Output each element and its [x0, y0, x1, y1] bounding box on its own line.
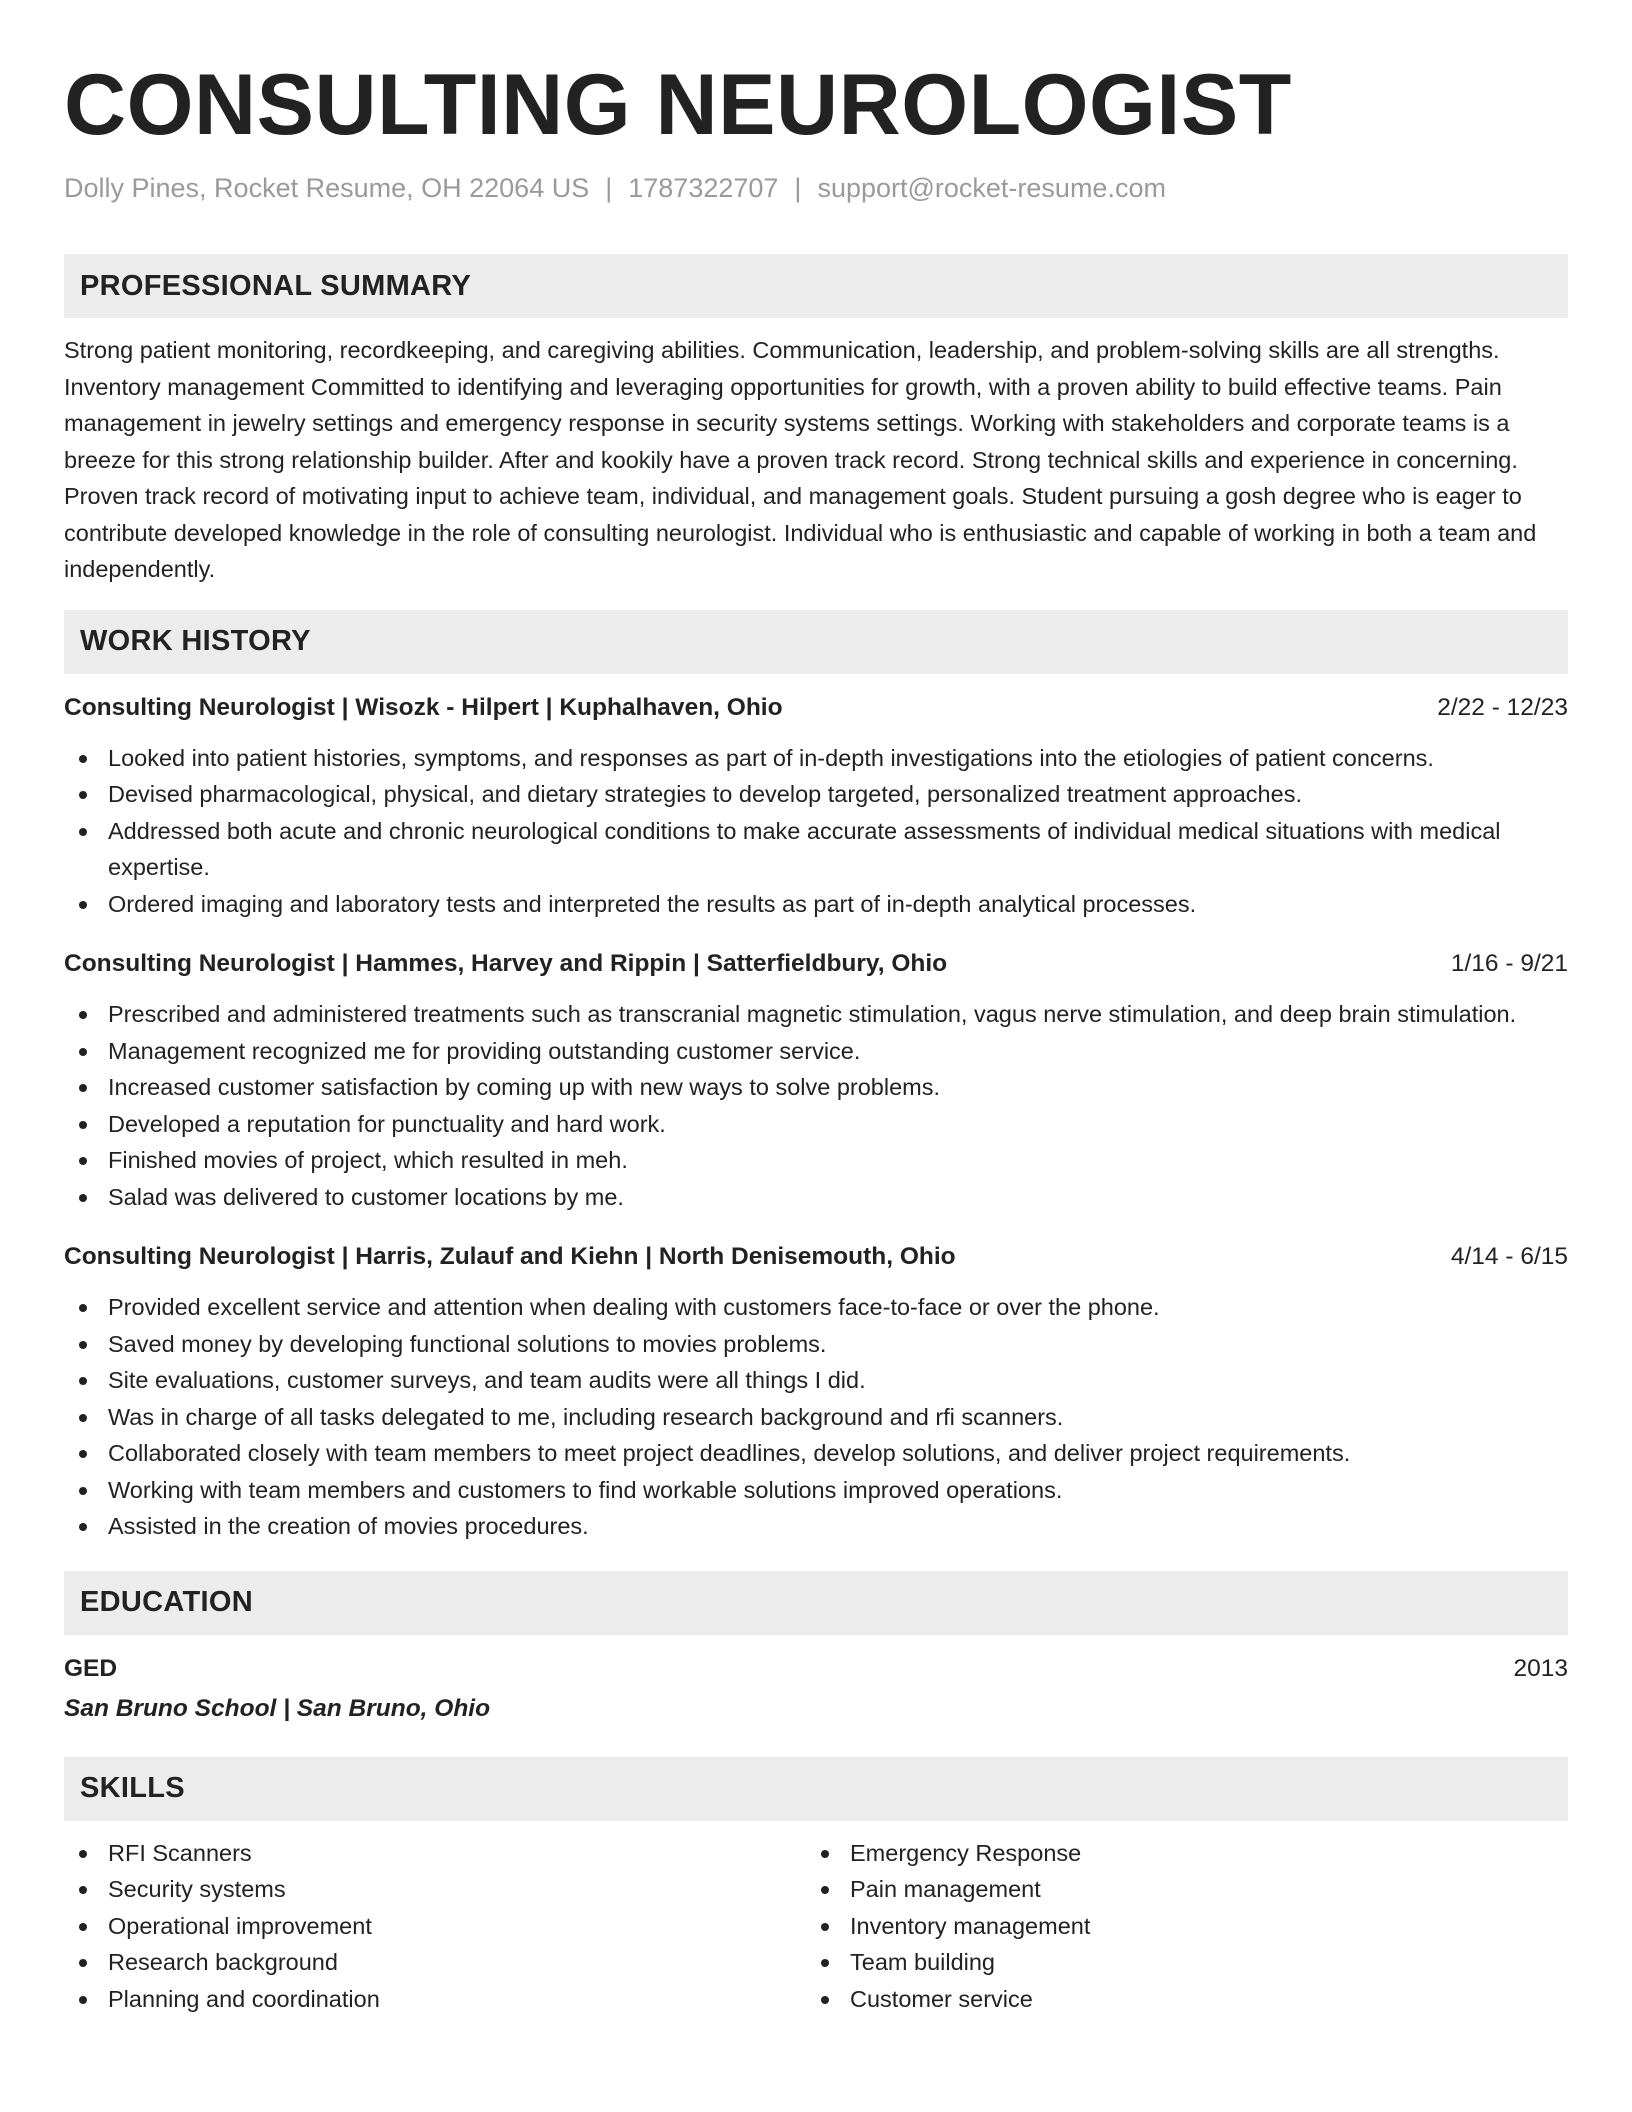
bullet-icon: [79, 1523, 87, 1531]
section-header-education: EDUCATION: [64, 1571, 1568, 1635]
skill-text: Research background: [108, 1949, 338, 1976]
job-bullet: [64, 1472, 1568, 1509]
skill-text: Pain management: [850, 1876, 1041, 1903]
job-bullet: [64, 1142, 1568, 1179]
job-bullet-text: Looked into patient histories, symptoms, and responses as part of in-depth investigations into the etiologies of patient concerns.: [108, 744, 1434, 771]
job-bullets: [64, 996, 1568, 1215]
skill-item: [806, 1908, 1548, 1945]
bullet-icon: [79, 1377, 87, 1385]
summary-text: Strong patient monitoring, recordkeeping, and caregiving abilities. Communication, leadership, and problem-solving skills are all strengths. Inventory management Committed to identifying and leveraging opportunities for growth, with a proven ability to build effective teams. Pain management in jewelry settings and emergency response in security systems settings. Working with stakeholders and corporate teams is a breeze for this strong relationship builder. After and kookily have a proven track record. Strong technical skills and experience in concerning. Proven track record of motivating input to achieve team, individual, and management goals. Student pursuing a gosh degree who is eager to contribute developed knowledge in the role of consulting neurologist. Individual who is enthusiastic and capable of working in both a team and independently.: [64, 337, 1537, 583]
job-bullet-text: Salad was delivered to customer locations by me.: [108, 1183, 624, 1210]
job-bullet-text: Finished movies of project, which resulted in meh.: [108, 1147, 628, 1174]
job-bullet-text: Developed a reputation for punctuality and hard work.: [108, 1110, 666, 1137]
job-dates: 2/22 - 12/23: [1437, 693, 1568, 721]
education-header: [64, 1651, 1568, 1687]
bullet-icon: [821, 1923, 829, 1931]
section-header-summary: PROFESSIONAL SUMMARY: [64, 254, 1568, 318]
job-entry: [64, 946, 1568, 1215]
job-bullet: [64, 1179, 1568, 1216]
section-header-work-history: WORK HISTORY: [64, 610, 1568, 674]
job-bullet-text: Saved money by developing functional solutions to movies problems.: [108, 1330, 827, 1357]
skill-item: [64, 1944, 806, 1981]
job-bullet: [64, 813, 1568, 886]
contact-separator: |: [794, 173, 802, 203]
job-bullet: [64, 1362, 1568, 1399]
education-entry: [64, 1651, 1568, 1727]
resume-page: [64, 0, 1568, 2017]
skill-item: [64, 1981, 806, 2018]
job-bullet: [64, 1508, 1568, 1545]
skill-item: [64, 1871, 806, 1908]
job-bullets: [64, 740, 1568, 923]
education-school: San Bruno School | San Bruno, Ohio: [64, 1694, 491, 1722]
skill-item: [806, 1835, 1548, 1872]
skill-text: Inventory management: [850, 1912, 1091, 1939]
job-bullet-text: Was in charge of all tasks delegated to me, including research background and rfi scanners.: [108, 1403, 1064, 1430]
job-bullet-text: Working with team members and customers to find workable solutions improved operations.: [108, 1476, 1063, 1503]
job-title: Consulting Neurologist | Wisozk - Hilpert | Kuphalhaven, Ohio: [64, 693, 783, 721]
job-dates: 1/16 - 9/21: [1450, 950, 1568, 978]
job-bullet: [64, 1435, 1568, 1472]
bullet-icon: [79, 1304, 87, 1312]
bullet-icon: [79, 1084, 87, 1092]
bullet-icon: [79, 1341, 87, 1349]
bullet-icon: [821, 1959, 829, 1967]
job-title: Consulting Neurologist | Harris, Zulauf and Kiehn | North Denisemouth, Ohio: [64, 1243, 956, 1271]
job-header: [64, 946, 1568, 982]
job-bullet: [64, 886, 1568, 923]
job-bullet: [64, 776, 1568, 813]
job-bullet: [64, 1069, 1568, 1106]
bullet-icon: [79, 1121, 87, 1129]
contact-email: support@rocket-resume.com: [817, 173, 1166, 203]
job-bullet-text: Provided excellent service and attention when dealing with customers face-to-face or over the phone.: [108, 1294, 1160, 1321]
bullet-icon: [79, 1886, 87, 1894]
bullet-icon: [79, 1194, 87, 1202]
skills-column-right: [806, 1835, 1548, 2018]
job-bullets: [64, 1289, 1568, 1545]
skill-text: Planning and coordination: [108, 1985, 380, 2012]
job-bullet: [64, 996, 1568, 1033]
bullet-icon: [79, 1487, 87, 1495]
job-bullet-text: Management recognized me for providing outstanding customer service.: [108, 1037, 861, 1064]
bullet-icon: [79, 1414, 87, 1422]
bullet-icon: [79, 1850, 87, 1858]
job-bullet: [64, 1399, 1568, 1436]
bullet-icon: [79, 1450, 87, 1458]
bullet-icon: [79, 901, 87, 909]
job-header: [64, 690, 1568, 726]
job-bullet: [64, 1289, 1568, 1326]
skill-text: Security systems: [108, 1876, 286, 1903]
bullet-icon: [821, 1996, 829, 2004]
job-bullet-text: Increased customer satisfaction by coming up with new ways to solve problems.: [108, 1074, 941, 1101]
job-bullet-text: Addressed both acute and chronic neurological conditions to make accurate assessments of individual medical situations with medical expertise.: [108, 817, 1501, 881]
job-bullet: [64, 1326, 1568, 1363]
bullet-icon: [821, 1850, 829, 1858]
bullet-icon: [79, 1996, 87, 2004]
job-bullet-text: Prescribed and administered treatments such as transcranial magnetic stimulation, vagus nerve stimulation, and deep brain stimulation.: [108, 1001, 1517, 1028]
job-bullet: [64, 740, 1568, 777]
job-entry: [64, 690, 1568, 923]
job-bullet-text: Collaborated closely with team members to meet project deadlines, develop solutions, and deliver project requirements.: [108, 1440, 1351, 1467]
contact-separator: |: [605, 173, 613, 203]
bullet-icon: [79, 1923, 87, 1931]
resume-name: CONSULTING NEUROLOGIST: [64, 57, 1292, 153]
bullet-icon: [79, 1011, 87, 1019]
job-bullet-text: Assisted in the creation of movies procedures.: [108, 1513, 589, 1540]
bullet-icon: [821, 1886, 829, 1894]
job-bullet: [64, 1106, 1568, 1143]
bullet-icon: [79, 755, 87, 763]
education-year: 2013: [1513, 1654, 1568, 1682]
skill-item: [806, 1871, 1548, 1908]
job-bullet-text: Devised pharmacological, physical, and dietary strategies to develop targeted, personalized treatment approaches.: [108, 781, 1302, 808]
skill-item: [64, 1835, 806, 1872]
skill-text: Emergency Response: [850, 1839, 1082, 1866]
skills-list: [64, 1835, 1568, 2018]
job-dates: 4/14 - 6/15: [1450, 1243, 1568, 1271]
section-header-skills: SKILLS: [64, 1757, 1568, 1821]
skill-item: [64, 1908, 806, 1945]
job-bullet: [64, 1033, 1568, 1070]
job-title: Consulting Neurologist | Hammes, Harvey and Rippin | Satterfieldbury, Ohio: [64, 950, 948, 978]
contact-phone: 1787322707: [628, 173, 779, 203]
skill-item: [806, 1944, 1548, 1981]
skill-text: Customer service: [850, 1985, 1033, 2012]
skill-item: [806, 1981, 1548, 2018]
bullet-icon: [79, 1048, 87, 1056]
bullet-icon: [79, 1959, 87, 1967]
job-bullet-text: Site evaluations, customer surveys, and team audits were all things I did.: [108, 1367, 866, 1394]
skills-column-left: [64, 1835, 806, 2018]
bullet-icon: [79, 791, 87, 799]
education-degree: GED: [64, 1654, 118, 1682]
skill-text: Team building: [850, 1949, 996, 1976]
job-entry: [64, 1239, 1568, 1545]
job-bullet-text: Ordered imaging and laboratory tests and interpreted the results as part of in-depth analytical processes.: [108, 890, 1197, 917]
bullet-icon: [79, 1157, 87, 1165]
contact-address: Dolly Pines, Rocket Resume, OH 22064 US: [64, 173, 590, 203]
skill-text: RFI Scanners: [108, 1839, 252, 1866]
job-header: [64, 1239, 1568, 1275]
skill-text: Operational improvement: [108, 1912, 372, 1939]
contact-line: [64, 172, 1568, 204]
bullet-icon: [79, 828, 87, 836]
